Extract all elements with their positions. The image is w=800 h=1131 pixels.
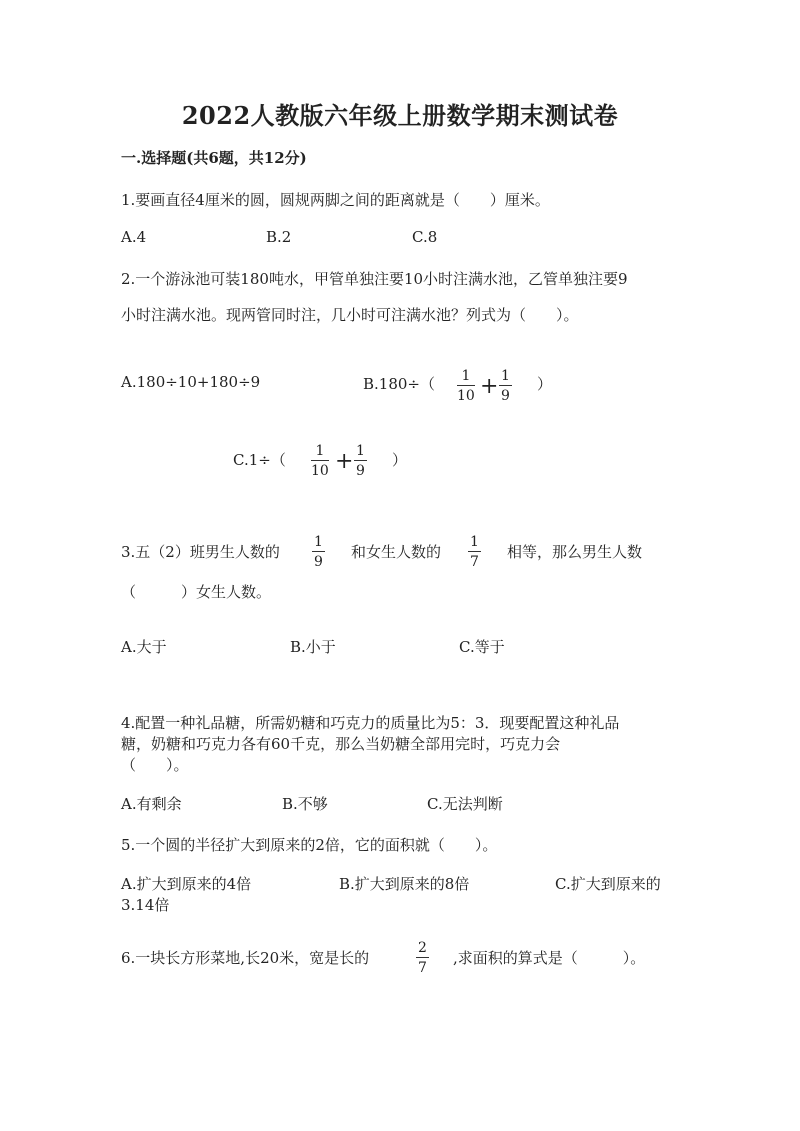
q5-option-c: C.扩大到原来的 bbox=[555, 875, 661, 893]
q2-option-a: A.180÷10+180÷9 bbox=[121, 373, 261, 391]
q4-option-c: C.无法判断 bbox=[427, 795, 503, 813]
question-4-line-3: （ ）。 bbox=[121, 756, 189, 774]
q2-option-b-prefix: B.180÷（ bbox=[363, 375, 435, 393]
fraction-numerator: 1 bbox=[470, 534, 479, 550]
fraction-denominator: 7 bbox=[470, 554, 479, 570]
fraction-numerator: 1 bbox=[501, 368, 510, 384]
question-6-prefix: 6.一块长方形菜地,长20米，宽是长的 bbox=[121, 949, 370, 967]
q3-option-c: C.等于 bbox=[459, 638, 505, 656]
fraction-numerator: 1 bbox=[314, 534, 323, 550]
plus-sign: + bbox=[480, 374, 499, 399]
q5-option-b: B.扩大到原来的8倍 bbox=[339, 875, 470, 893]
q6-fraction bbox=[416, 941, 429, 975]
page-title: 2022人教版六年级上册数学期末测试卷 bbox=[181, 101, 619, 130]
question-2-line-1: 2.一个游泳池可装180吨水，甲管单独注要10小时注满水池，乙管单独注要9 bbox=[121, 270, 628, 288]
q2-option-c-suffix: ） bbox=[392, 451, 408, 469]
q5-option-c-continuation: 3.14倍 bbox=[121, 896, 170, 914]
q3-fraction-2 bbox=[468, 535, 481, 569]
question-3-line-2: （ ）女生人数。 bbox=[121, 583, 272, 601]
question-3-middle: 和女生人数的 bbox=[351, 543, 442, 561]
fraction-numerator: 1 bbox=[356, 443, 365, 459]
q4-option-b: B.不够 bbox=[282, 795, 328, 813]
question-3-prefix: 3.五（2）班男生人数的 bbox=[121, 543, 280, 561]
q2-c-fraction-1 bbox=[311, 444, 329, 478]
q2-option-b-suffix: ） bbox=[537, 375, 553, 393]
q2-option-c-prefix: C.1÷（ bbox=[233, 451, 286, 469]
question-2-line-2: 小时注满水池。现两管同时注，几小时可注满水池？列式为（ ）。 bbox=[121, 306, 579, 324]
question-6-suffix: ,求面积的算式是（ ）。 bbox=[453, 949, 646, 967]
fraction-denominator: 10 bbox=[457, 388, 475, 404]
fraction-numerator: 2 bbox=[418, 940, 427, 956]
plus-sign: + bbox=[335, 449, 354, 474]
question-4-line-1: 4.配置一种礼品糖，所需奶糖和巧克力的质量比为5：3．现要配置这种礼品 bbox=[121, 714, 620, 732]
fraction-numerator: 1 bbox=[461, 368, 471, 384]
q1-option-b: B.2 bbox=[266, 228, 292, 246]
q2-b-fraction-2 bbox=[499, 369, 512, 403]
fraction-denominator: 9 bbox=[356, 463, 365, 479]
q3-option-b: B.小于 bbox=[290, 638, 336, 656]
q3-fraction-1 bbox=[312, 535, 325, 569]
q2-c-fraction-2 bbox=[354, 444, 367, 478]
q4-option-a: A.有剩余 bbox=[121, 795, 182, 813]
question-5-text: 5.一个圆的半径扩大到原来的2倍，它的面积就（ ）。 bbox=[121, 836, 498, 854]
q5-option-a: A.扩大到原来的4倍 bbox=[121, 875, 252, 893]
question-1-text: 1.要画直径4厘米的圆，圆规两脚之间的距离就是（ ）厘米。 bbox=[121, 191, 550, 209]
fraction-denominator: 7 bbox=[418, 960, 427, 976]
question-3-suffix: 相等，那么男生人数 bbox=[507, 543, 643, 561]
q1-option-c: C.8 bbox=[412, 228, 438, 246]
question-4-line-2: 糖，奶糖和巧克力各有60千克，那么当奶糖全部用完时，巧克力会 bbox=[121, 735, 561, 753]
fraction-denominator: 9 bbox=[501, 388, 510, 404]
fraction-numerator: 1 bbox=[315, 443, 325, 459]
section-heading: 一.选择题(共6题，共12分) bbox=[121, 149, 307, 167]
q2-b-fraction-1 bbox=[457, 369, 475, 403]
fraction-denominator: 9 bbox=[314, 554, 323, 570]
q3-option-a: A.大于 bbox=[121, 638, 167, 656]
q1-option-a: A.4 bbox=[121, 228, 147, 246]
fraction-denominator: 10 bbox=[311, 463, 329, 479]
